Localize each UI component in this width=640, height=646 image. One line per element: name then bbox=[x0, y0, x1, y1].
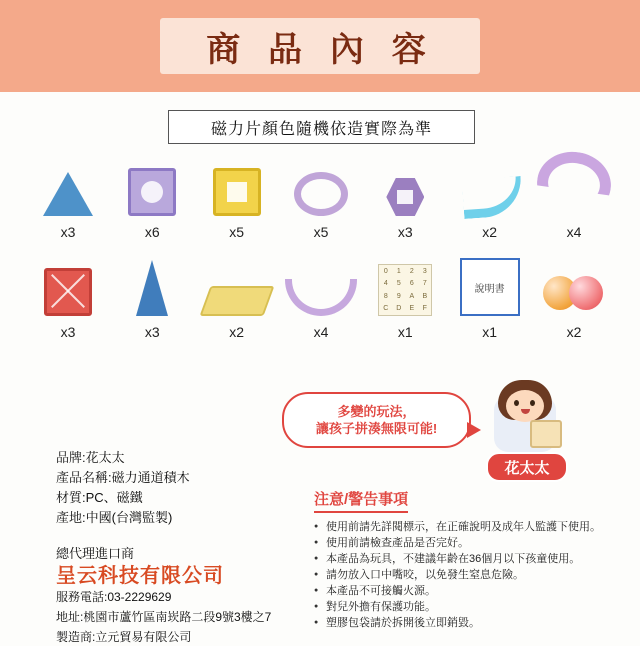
info-company: 呈云科技有限公司 bbox=[56, 565, 224, 587]
warning-item: ● 塑膠包袋請於拆開後立即銷毀。 bbox=[314, 615, 614, 631]
sticker-char: C bbox=[383, 305, 389, 313]
warning-item: ● 使用前請先詳閱標示，在正確說明及成年人監護下使用。 bbox=[314, 519, 614, 535]
part-qty: x1 bbox=[397, 324, 413, 340]
part-qty: x4 bbox=[313, 324, 329, 340]
slogan-line-2: 讓孩子拼湊無限可能! bbox=[315, 421, 438, 436]
part-item bbox=[199, 258, 275, 340]
sticker-char: 3 bbox=[422, 267, 427, 275]
info-service-phone: 服務電話:03-2229629 bbox=[56, 590, 172, 604]
sticker-char: 5 bbox=[396, 280, 401, 288]
part-qty: x2 bbox=[566, 324, 582, 340]
ring-tile-icon bbox=[294, 158, 348, 216]
warning-item: ● 本產品不可接觸火源。 bbox=[314, 583, 614, 599]
slide-piece-icon bbox=[461, 158, 519, 216]
sticker-char: 2 bbox=[409, 267, 414, 275]
hexagon-tile-icon bbox=[386, 158, 424, 216]
part-qty: x5 bbox=[229, 224, 245, 240]
part-qty: x3 bbox=[144, 324, 160, 340]
part-item bbox=[536, 158, 612, 240]
sticker-char: E bbox=[409, 305, 415, 313]
page-title: 商 品 內 容 bbox=[206, 29, 434, 70]
warning-item: ● 對兒外擔有保護功能。 bbox=[314, 599, 614, 615]
ball-pair-icon bbox=[543, 258, 605, 316]
brand-badge: 花太太 bbox=[486, 452, 568, 482]
parts-row-2 bbox=[30, 258, 612, 340]
part-item bbox=[114, 158, 190, 240]
warning-item: ● 使用前請檢查產品是否完好。 bbox=[314, 535, 614, 551]
parts-row-1 bbox=[30, 158, 612, 240]
sticker-char: B bbox=[422, 292, 428, 300]
part-qty: x3 bbox=[60, 224, 76, 240]
sticker-char: 1 bbox=[396, 267, 401, 275]
manual-icon bbox=[460, 258, 520, 316]
ramp-piece-icon bbox=[205, 258, 269, 316]
tube-track-piece-icon bbox=[285, 258, 357, 316]
mascot-eye-left bbox=[514, 400, 519, 406]
info-brand: 品牌:花太太 bbox=[56, 450, 125, 465]
part-qty: x1 bbox=[482, 324, 498, 340]
info-address: 地址:桃園市蘆竹區南崁路二段9號3樓之7 bbox=[56, 610, 272, 624]
part-item bbox=[283, 158, 359, 240]
part-item bbox=[199, 158, 275, 240]
mascot-eye-right bbox=[530, 400, 535, 406]
part-item bbox=[452, 258, 528, 340]
sticker-char: 4 bbox=[383, 280, 388, 288]
tall-triangle-tile-icon bbox=[136, 258, 168, 316]
part-qty: x2 bbox=[229, 324, 245, 340]
header-banner bbox=[0, 0, 640, 92]
sticker-char: F bbox=[422, 305, 427, 313]
sticker-char: 8 bbox=[383, 292, 388, 300]
part-qty: x3 bbox=[60, 324, 76, 340]
part-item bbox=[367, 158, 443, 240]
part-qty: x4 bbox=[566, 224, 582, 240]
square-cross-tile-icon bbox=[44, 258, 92, 316]
sticker-char: 6 bbox=[409, 280, 414, 288]
info-material: 材質:PC、磁鐵 bbox=[56, 490, 143, 505]
arc-track-piece-icon bbox=[537, 158, 611, 216]
warning-item: ● 本產品為玩具，不建議年齡在36個月以下孩童使用。 bbox=[314, 551, 614, 567]
part-item bbox=[536, 258, 612, 340]
info-maker: 製造商:立元貿易有限公司 bbox=[56, 630, 192, 644]
info-product-name: 產品名稱:磁力通道積木 bbox=[56, 470, 190, 485]
part-item bbox=[367, 258, 443, 340]
part-item bbox=[452, 158, 528, 240]
color-disclaimer-box bbox=[168, 110, 475, 144]
square-circle-tile-icon bbox=[128, 158, 176, 216]
part-item bbox=[114, 258, 190, 340]
slogan-bubble bbox=[282, 392, 471, 448]
mascot-face bbox=[506, 390, 544, 422]
part-qty: x6 bbox=[144, 224, 160, 240]
part-item bbox=[30, 158, 106, 240]
slogan-line-1: 多變的玩法， bbox=[337, 404, 416, 419]
square-window-tile-icon bbox=[213, 158, 261, 216]
sticker-sheet-icon bbox=[378, 258, 432, 316]
sticker-char: 7 bbox=[422, 280, 427, 288]
info-origin: 產地:中國(台灣監製) bbox=[56, 510, 173, 525]
header-title-box bbox=[160, 18, 480, 74]
parts-grid bbox=[30, 158, 612, 340]
warning-list bbox=[314, 519, 614, 631]
mascot-package bbox=[530, 420, 562, 448]
manual-label: 說明書 bbox=[460, 258, 520, 316]
part-qty: x3 bbox=[397, 224, 413, 240]
info-agent-title: 總代理進口商 bbox=[56, 546, 135, 561]
sticker-char: D bbox=[396, 305, 402, 313]
product-info bbox=[56, 448, 316, 646]
sticker-char: A bbox=[409, 292, 415, 300]
warning-item: ● 請勿放入口中嘴咬，以免發生窒息危險。 bbox=[314, 567, 614, 583]
part-qty: x2 bbox=[482, 224, 498, 240]
mascot-illustration bbox=[478, 378, 574, 484]
part-qty: x5 bbox=[313, 224, 329, 240]
sticker-char: 9 bbox=[396, 292, 401, 300]
warning-title: 注意/警告事項 bbox=[314, 488, 408, 513]
color-disclaimer-text: 磁力片顏色隨機依造實際為準 bbox=[210, 120, 432, 138]
sticker-char: 0 bbox=[383, 267, 388, 275]
triangle-tile-icon bbox=[43, 158, 93, 216]
part-item bbox=[283, 258, 359, 340]
part-item bbox=[30, 258, 106, 340]
warning-section bbox=[314, 488, 614, 631]
